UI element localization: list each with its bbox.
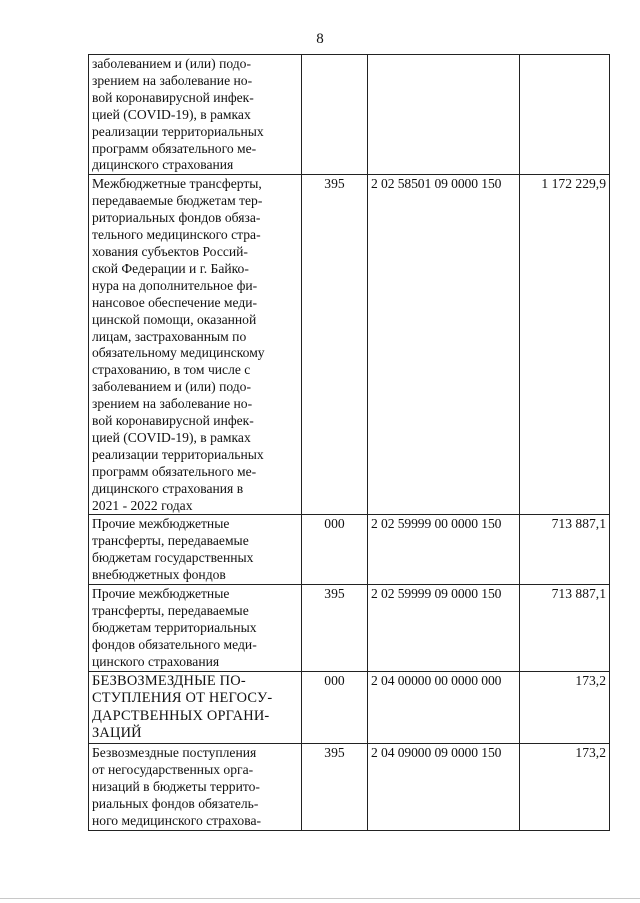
revenue-name-line: вой коронавирусной инфек- (92, 413, 254, 429)
amount-cell (520, 55, 610, 175)
revenue-name-line: Межбюджетные трансферты, (92, 176, 262, 192)
revenue-name-line: ЗАЦИЙ (92, 725, 142, 742)
revenue-name-cell (89, 744, 302, 831)
revenue-name-line: трансферты, передаваемые (92, 603, 249, 618)
revenue-name-line: заболеванием и (или) подо- (92, 56, 251, 71)
budget-classification-code-cell: 2 02 59999 00 0000 150 (368, 515, 520, 585)
revenue-name-line: от негосударственных орга- (92, 761, 254, 777)
revenue-name-line: бюджетам территориальных (92, 619, 257, 635)
revenue-name-line: ДАРСТВЕННЫХ ОРГАНИ- (92, 707, 270, 724)
revenue-name-line: ской Федерации и г. Байко- (92, 260, 249, 276)
revenue-table-body (89, 55, 610, 831)
revenue-name-line: хования субъектов Россий- (92, 243, 248, 259)
revenue-name-line: фондов обязательного меди- (92, 636, 257, 652)
revenue-name-line: зрением на заболевание но- (92, 396, 253, 412)
administrator-code-cell (302, 55, 368, 175)
revenue-name-line: передаваемые бюджетам тер- (92, 193, 263, 209)
revenue-name-line: заболеванием и (или) подо- (92, 379, 251, 395)
revenue-name-line: Безвозмездные поступления (92, 745, 257, 760)
budget-classification-code-cell: 2 04 00000 00 0000 000 (368, 671, 520, 743)
revenue-name-line: обязательному медицинскому (92, 345, 265, 361)
table-row (89, 744, 610, 831)
revenue-name-cell (89, 515, 302, 585)
revenue-name-line: вой коронавирусной инфек- (92, 89, 254, 105)
revenue-name-cell (89, 585, 302, 672)
budget-classification-code-cell: 2 04 09000 09 0000 150 (368, 744, 520, 831)
amount-cell: 173,2 (520, 671, 610, 743)
budget-classification-code-cell: 2 02 58501 09 0000 150 (368, 175, 520, 515)
revenue-name-line: бюджетам государственных (92, 550, 254, 566)
administrator-code-cell: 395 (302, 585, 368, 672)
revenue-name-line: реализации территориальных (92, 123, 264, 139)
page-number: 8 (316, 31, 324, 47)
amount-cell: 173,2 (520, 744, 610, 831)
amount-cell: 713 887,1 (520, 515, 610, 585)
revenue-name-line: 2021 - 2022 годах (92, 497, 193, 513)
table-row (89, 585, 610, 672)
revenue-name-line: риториальных фондов обяза- (92, 210, 261, 226)
revenue-name-cell (89, 55, 302, 175)
table-row (89, 515, 610, 585)
revenue-name-line: СТУПЛЕНИЯ ОТ НЕГОСУ- (92, 690, 273, 707)
table-row (89, 671, 610, 743)
revenue-name-line: Прочие межбюджетные (92, 516, 230, 532)
revenue-name-line: цией (COVID-19), в рамках (92, 429, 251, 445)
revenue-name-line: нансовое обеспечение меди- (92, 294, 258, 310)
revenue-table (88, 54, 610, 831)
revenue-name-cell (89, 175, 302, 515)
administrator-code-cell: 000 (302, 515, 368, 585)
revenue-name-line: цинского страхования (92, 653, 220, 669)
revenue-name-line: низаций в бюджеты террито- (92, 778, 260, 794)
revenue-name-cell (89, 671, 302, 743)
revenue-name-line: страхованию, в том числе с (92, 362, 251, 378)
administrator-code-cell: 395 (302, 744, 368, 831)
budget-classification-code-cell (368, 55, 520, 175)
table-row (89, 175, 610, 515)
revenue-name-line: ного медицинского страхова- (92, 812, 261, 828)
revenue-name-line: цией (COVID-19), в рамках (92, 106, 251, 122)
revenue-name-line: реализации территориальных (92, 446, 264, 462)
revenue-name-line: внебюджетных фондов (92, 567, 226, 583)
revenue-name-line: программ обязательного ме- (92, 463, 257, 479)
table-row (89, 55, 610, 175)
administrator-code-cell: 000 (302, 671, 368, 743)
revenue-name-line: трансферты, передаваемые (92, 533, 249, 549)
revenue-name-line: дицинского страхования (92, 157, 234, 173)
revenue-name-line: программ обязательного ме- (92, 140, 257, 156)
revenue-name-line: лицам, застрахованным по (92, 328, 247, 344)
amount-cell: 713 887,1 (520, 585, 610, 672)
page-bottom-edge (0, 898, 640, 899)
budget-classification-code-cell: 2 02 59999 09 0000 150 (368, 585, 520, 672)
administrator-code-cell: 395 (302, 175, 368, 515)
revenue-name-line: цинской помощи, оказанной (92, 311, 257, 327)
revenue-name-line: дицинского страхования в (92, 480, 244, 496)
revenue-name-line: тельного медицинского стра- (92, 227, 261, 243)
revenue-name-line: нура на дополнительное фи- (92, 277, 258, 293)
revenue-name-line: зрением на заболевание но- (92, 72, 253, 88)
revenue-name-line: риальных фондов обязатель- (92, 795, 259, 811)
amount-cell: 1 172 229,9 (520, 175, 610, 515)
revenue-name-line: БЕЗВОЗМЕЗДНЫЕ ПО- (92, 672, 246, 689)
revenue-name-line: Прочие межбюджетные (92, 586, 230, 602)
